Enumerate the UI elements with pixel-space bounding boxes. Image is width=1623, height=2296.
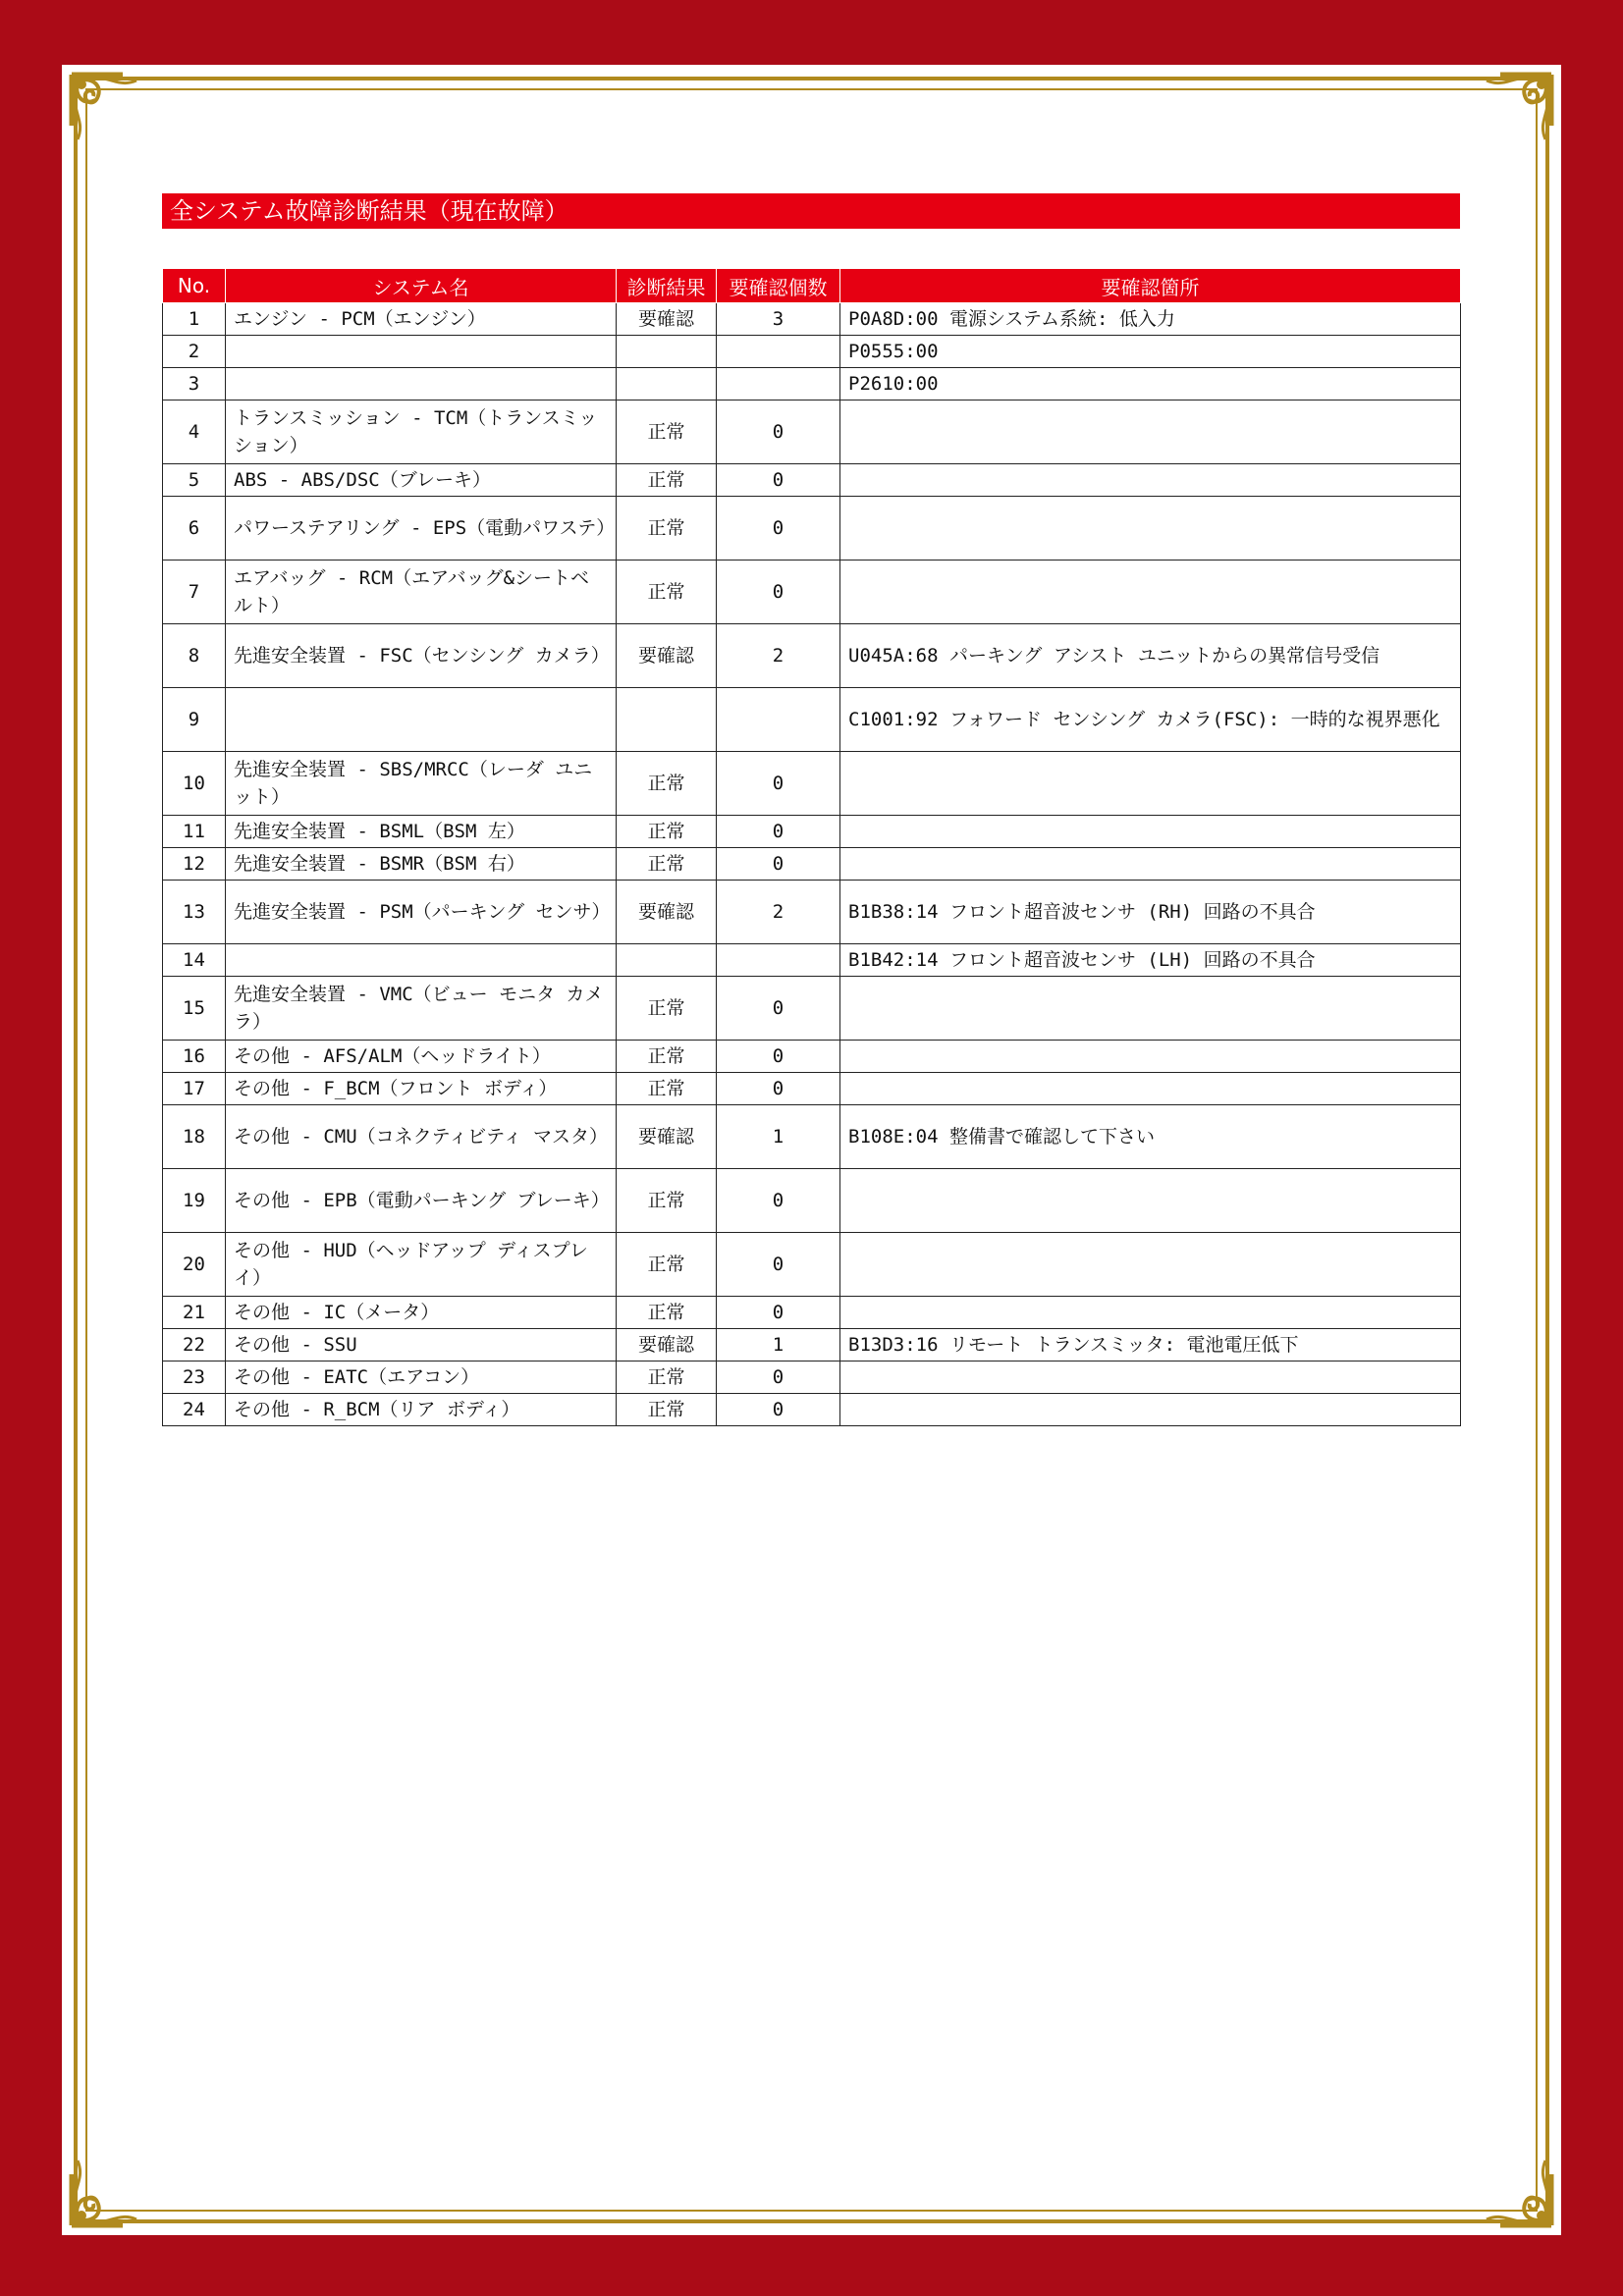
row-no: 19 <box>163 1169 226 1233</box>
table-row <box>163 881 1461 944</box>
row-diagnosis-result: 正常 <box>617 1233 717 1297</box>
table-row <box>163 1105 1461 1169</box>
row-check-detail <box>840 1169 1461 1233</box>
corner-ornament-icon <box>1465 2139 1559 2233</box>
row-system-name: その他 - EATC（エアコン） <box>226 1362 617 1394</box>
row-system-name: ABS - ABS/DSC（ブレーキ） <box>226 464 617 497</box>
table-row <box>163 944 1461 977</box>
row-check-count <box>717 688 840 752</box>
row-check-detail <box>840 1362 1461 1394</box>
row-no: 1 <box>163 303 226 336</box>
row-check-count: 0 <box>717 816 840 848</box>
row-diagnosis-result <box>617 368 717 400</box>
row-diagnosis-result: 要確認 <box>617 303 717 336</box>
row-check-count: 2 <box>717 624 840 688</box>
row-system-name: その他 - AFS/ALM（ヘッドライト） <box>226 1041 617 1073</box>
corner-ornament-icon <box>64 2139 158 2233</box>
corner-ornament-icon <box>1465 67 1559 161</box>
row-diagnosis-result: 正常 <box>617 752 717 816</box>
row-check-count <box>717 368 840 400</box>
row-diagnosis-result: 要確認 <box>617 1329 717 1362</box>
row-no: 20 <box>163 1233 226 1297</box>
row-check-detail: C1001:92 フォワード センシング カメラ(FSC): 一時的な視界悪化 <box>840 688 1461 752</box>
table-row <box>163 464 1461 497</box>
row-system-name: エアバッグ - RCM（エアバッグ&シートベルト） <box>226 561 617 624</box>
row-diagnosis-result: 正常 <box>617 848 717 881</box>
row-no: 14 <box>163 944 226 977</box>
row-system-name: その他 - F_BCM（フロント ボディ） <box>226 1073 617 1105</box>
row-system-name <box>226 944 617 977</box>
row-no: 11 <box>163 816 226 848</box>
row-system-name: 先進安全装置 - PSM（パーキング センサ） <box>226 881 617 944</box>
row-system-name: その他 - CMU（コネクティビティ マスタ） <box>226 1105 617 1169</box>
row-check-count: 3 <box>717 303 840 336</box>
row-no: 3 <box>163 368 226 400</box>
report-page <box>62 65 1561 2235</box>
table-row <box>163 497 1461 561</box>
row-check-count: 0 <box>717 1297 840 1329</box>
row-check-count: 0 <box>717 561 840 624</box>
table-row <box>163 816 1461 848</box>
row-check-count: 0 <box>717 1073 840 1105</box>
row-no: 24 <box>163 1394 226 1426</box>
row-diagnosis-result: 正常 <box>617 816 717 848</box>
row-system-name: 先進安全装置 - BSML（BSM 左） <box>226 816 617 848</box>
row-diagnosis-result: 正常 <box>617 561 717 624</box>
row-diagnosis-result: 要確認 <box>617 1105 717 1169</box>
row-diagnosis-result <box>617 336 717 368</box>
column-header-no: No. <box>163 269 226 303</box>
table-row <box>163 688 1461 752</box>
row-check-detail: P2610:00 <box>840 368 1461 400</box>
row-no: 5 <box>163 464 226 497</box>
table-row <box>163 624 1461 688</box>
row-no: 23 <box>163 1362 226 1394</box>
diagnosis-table <box>162 268 1461 1426</box>
row-check-detail <box>840 752 1461 816</box>
row-no: 7 <box>163 561 226 624</box>
row-diagnosis-result <box>617 688 717 752</box>
row-check-count: 0 <box>717 1041 840 1073</box>
row-no: 13 <box>163 881 226 944</box>
row-no: 2 <box>163 336 226 368</box>
row-system-name: その他 - SSU <box>226 1329 617 1362</box>
row-check-detail: P0555:00 <box>840 336 1461 368</box>
row-check-detail: B13D3:16 リモート トランスミッタ: 電池電圧低下 <box>840 1329 1461 1362</box>
row-check-detail <box>840 977 1461 1041</box>
row-check-detail <box>840 816 1461 848</box>
table-row <box>163 336 1461 368</box>
row-diagnosis-result: 正常 <box>617 1041 717 1073</box>
row-check-detail <box>840 1073 1461 1105</box>
row-check-count: 0 <box>717 1394 840 1426</box>
table-row <box>163 1394 1461 1426</box>
table-row <box>163 400 1461 464</box>
row-check-count: 1 <box>717 1105 840 1169</box>
table-row <box>163 1362 1461 1394</box>
row-check-count <box>717 944 840 977</box>
table-body <box>163 303 1461 1426</box>
row-diagnosis-result: 正常 <box>617 1073 717 1105</box>
row-system-name: エンジン - PCM（エンジン） <box>226 303 617 336</box>
row-system-name: その他 - HUD（ヘッドアップ ディスプレイ） <box>226 1233 617 1297</box>
row-check-count: 0 <box>717 752 840 816</box>
row-system-name: その他 - IC（メータ） <box>226 1297 617 1329</box>
row-check-detail <box>840 848 1461 881</box>
row-check-count: 1 <box>717 1329 840 1362</box>
row-system-name: 先進安全装置 - VMC（ビュー モニタ カメラ） <box>226 977 617 1041</box>
row-check-detail <box>840 1297 1461 1329</box>
row-no: 18 <box>163 1105 226 1169</box>
table-row <box>163 561 1461 624</box>
row-no: 17 <box>163 1073 226 1105</box>
row-system-name: 先進安全装置 - BSMR（BSM 右） <box>226 848 617 881</box>
row-diagnosis-result: 正常 <box>617 400 717 464</box>
row-no: 21 <box>163 1297 226 1329</box>
row-check-count: 0 <box>717 977 840 1041</box>
row-check-detail <box>840 1041 1461 1073</box>
row-check-detail <box>840 497 1461 561</box>
table-row <box>163 303 1461 336</box>
table-row <box>163 977 1461 1041</box>
row-no: 10 <box>163 752 226 816</box>
row-check-count: 2 <box>717 881 840 944</box>
row-system-name: パワーステアリング - EPS（電動パワステ） <box>226 497 617 561</box>
column-header-system: システム名 <box>226 269 617 303</box>
row-diagnosis-result <box>617 944 717 977</box>
row-check-count: 0 <box>717 400 840 464</box>
row-system-name: その他 - R_BCM（リア ボディ） <box>226 1394 617 1426</box>
row-check-count <box>717 336 840 368</box>
column-header-count: 要確認個数 <box>717 269 840 303</box>
row-check-detail: U045A:68 パーキング アシスト ユニットからの異常信号受信 <box>840 624 1461 688</box>
row-check-count: 0 <box>717 848 840 881</box>
row-check-detail <box>840 561 1461 624</box>
row-check-count: 0 <box>717 497 840 561</box>
row-diagnosis-result: 正常 <box>617 1394 717 1426</box>
row-check-count: 0 <box>717 464 840 497</box>
row-check-detail: B1B38:14 フロント超音波センサ (RH) 回路の不具合 <box>840 881 1461 944</box>
row-no: 16 <box>163 1041 226 1073</box>
row-system-name <box>226 368 617 400</box>
row-check-count: 0 <box>717 1362 840 1394</box>
row-system-name: その他 - EPB（電動パーキング ブレーキ） <box>226 1169 617 1233</box>
row-system-name: 先進安全装置 - FSC（センシング カメラ） <box>226 624 617 688</box>
table-row <box>163 1233 1461 1297</box>
table-row <box>163 368 1461 400</box>
table-row <box>163 1169 1461 1233</box>
table-row <box>163 1041 1461 1073</box>
row-diagnosis-result: 正常 <box>617 1297 717 1329</box>
row-no: 8 <box>163 624 226 688</box>
row-check-detail <box>840 1394 1461 1426</box>
row-no: 15 <box>163 977 226 1041</box>
row-diagnosis-result: 要確認 <box>617 624 717 688</box>
row-no: 9 <box>163 688 226 752</box>
corner-ornament-icon <box>64 67 158 161</box>
table-row <box>163 848 1461 881</box>
row-check-detail <box>840 400 1461 464</box>
row-check-count: 0 <box>717 1233 840 1297</box>
row-check-detail <box>840 1233 1461 1297</box>
row-check-detail: B108E:04 整備書で確認して下さい <box>840 1105 1461 1169</box>
row-diagnosis-result: 正常 <box>617 977 717 1041</box>
row-no: 4 <box>163 400 226 464</box>
section-title: 全システム故障診断結果（現在故障） <box>162 193 1460 229</box>
row-check-detail <box>840 464 1461 497</box>
row-no: 22 <box>163 1329 226 1362</box>
row-check-detail: B1B42:14 フロント超音波センサ (LH) 回路の不具合 <box>840 944 1461 977</box>
row-system-name: 先進安全装置 - SBS/MRCC（レーダ ユニット） <box>226 752 617 816</box>
row-no: 12 <box>163 848 226 881</box>
row-diagnosis-result: 正常 <box>617 497 717 561</box>
table-row <box>163 1073 1461 1105</box>
table-row <box>163 1329 1461 1362</box>
row-diagnosis-result: 要確認 <box>617 881 717 944</box>
row-diagnosis-result: 正常 <box>617 464 717 497</box>
row-system-name: トランスミッション - TCM（トランスミッション） <box>226 400 617 464</box>
row-diagnosis-result: 正常 <box>617 1362 717 1394</box>
table-header-row <box>163 269 1461 303</box>
table-row <box>163 1297 1461 1329</box>
column-header-result: 診断結果 <box>617 269 717 303</box>
row-diagnosis-result: 正常 <box>617 1169 717 1233</box>
row-no: 6 <box>163 497 226 561</box>
row-system-name <box>226 688 617 752</box>
table-row <box>163 752 1461 816</box>
column-header-detail: 要確認箇所 <box>840 269 1461 303</box>
row-check-count: 0 <box>717 1169 840 1233</box>
row-check-detail: P0A8D:00 電源システム系統: 低入力 <box>840 303 1461 336</box>
row-system-name <box>226 336 617 368</box>
